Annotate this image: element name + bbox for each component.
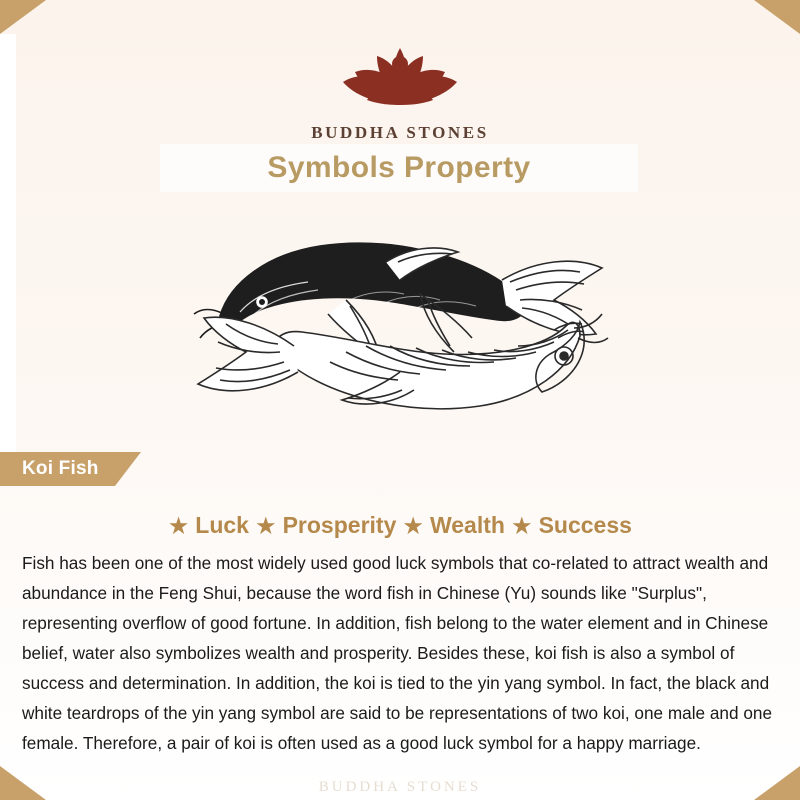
keyword-success: Success xyxy=(538,512,632,538)
page-title: Symbols Property xyxy=(267,151,531,184)
keyword-prosperity: Prosperity xyxy=(282,512,397,538)
section-label-ribbon xyxy=(0,452,141,486)
koi-fish-illustration xyxy=(150,196,650,456)
keyword-list xyxy=(0,512,800,539)
section-label-text: Koi Fish xyxy=(0,452,115,486)
lotus-meditation-figure-icon xyxy=(315,26,485,112)
description-paragraph: Fish has been one of the most widely used good luck symbols that co-related to attract wealth and abundance in the Feng Shui, because the word fish in Chinese (Yu) sounds like "Surplus", representing overflow of good fortune. In addition, fish belong to the water element and in Chinese belief, water also symbolizes wealth and prosperity. Besides these, koi fish is also a symbol of success and determination. In addition, the koi is tied to the yin yang symbol. In fact, the black and white teardrops of the yin yang symbol are said to be representations of two koi, one male and one female. Therefore, a pair of koi is often used as a good luck symbol for a happy marriage. xyxy=(22,553,773,753)
star-icon: ★ xyxy=(512,515,532,538)
star-icon: ★ xyxy=(403,515,423,538)
footer-watermark: BUDDHA STONES xyxy=(318,779,482,795)
keyword-wealth: Wealth xyxy=(429,512,505,538)
brand-block xyxy=(0,26,800,143)
star-icon: ★ xyxy=(256,515,276,538)
star-icon: ★ xyxy=(169,515,188,538)
brand-name: BUDDHA STONES xyxy=(311,123,489,142)
ribbon-tail xyxy=(115,452,141,486)
title-banner xyxy=(160,144,638,192)
keyword-luck: Luck xyxy=(195,512,249,538)
